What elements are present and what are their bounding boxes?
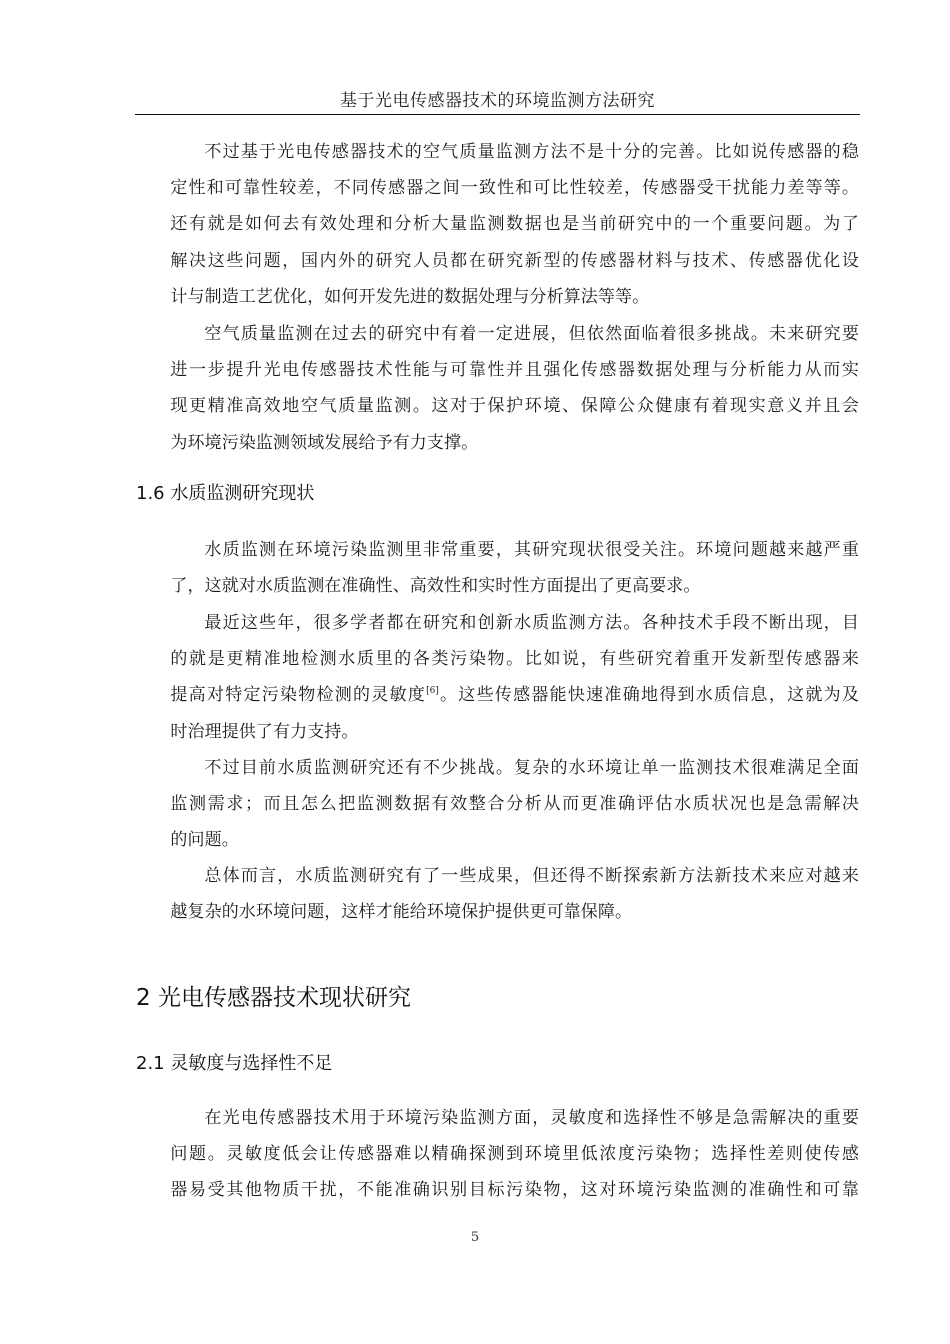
section-heading-1-6 xyxy=(136,482,859,506)
text-line: 越复杂的水环境问题，这样才能给环境保护提供更可靠保障。 xyxy=(170,902,633,923)
text-line: 监测需求；而且怎么把监测数据有效整合分析从而更准确评估水质状况也是急需解决 xyxy=(170,794,859,815)
text-line: 进一步提升光电传感器技术性能与可靠性并且强化传感器数据处理与分析能力从而实 xyxy=(170,360,859,381)
text-line: 最近这些年，很多学者都在研究和创新水质监测方法。各种技术手段不断出现，目 xyxy=(204,613,859,633)
paragraph-water-quality-intro xyxy=(136,532,859,604)
paragraph-water-quality-summary xyxy=(136,858,859,930)
text-line: 问题。灵敏度低会让传感器难以精确探测到环境里低浓度污染物；选择性差则使传感 xyxy=(170,1144,859,1165)
section-title: 1.6 水质监测研究现状 xyxy=(136,483,315,504)
text-line: 解决这些问题，国内外的研究人员都在研究新型的传感器材料与技术、传感器优化设 xyxy=(170,250,859,271)
text-line-with-citation xyxy=(136,677,859,713)
paragraph-water-quality-challenges xyxy=(136,750,859,859)
text-line: 器易受其他物质干扰，不能准确识别目标污染物，这对环境污染监测的准确性和可靠 xyxy=(170,1180,859,1201)
header-rule xyxy=(135,114,860,115)
paragraph-sensitivity-selectivity xyxy=(136,1100,859,1209)
page-number: 5 xyxy=(470,1230,480,1245)
text-line: 现更精准高效地空气质量监测。这对于保护环境、保障公众健康有着现实意义并且会 xyxy=(170,396,859,417)
chapter-heading-2 xyxy=(136,983,859,1013)
text-line: 水质监测在环境污染监测里非常重要，其研究现状很受关注。环境问题越来越严重 xyxy=(204,540,859,560)
text-fragment: 。这些传感器能快速准确地得到水质信息，这就为及 xyxy=(438,685,859,706)
text-line: 为环境污染监测领域发展给予有力支撑。 xyxy=(170,432,479,453)
section-heading-2-1 xyxy=(136,1052,859,1076)
text-line: 的就是更精准地检测水质里的各类污染物。比如说，有些研究着重开发新型传感器来 xyxy=(170,649,859,670)
text-line: 了，这就对水质监测在准确性、高效性和实时性方面提出了更高要求。 xyxy=(170,576,701,597)
text-line: 不过基于光电传感器技术的空气质量监测方法不是十分的完善。比如说传感器的稳 xyxy=(204,142,859,162)
text-line: 总体而言，水质监测研究有了一些成果，但还得不断探索新方法新技术来应对越来 xyxy=(204,866,859,886)
paragraph-air-quality-outlook xyxy=(136,316,859,461)
text-line: 定性和可靠性较差，不同传感器之间一致性和可比性较差，传感器受干扰能力差等等。 xyxy=(170,178,859,199)
paragraph-water-quality-methods xyxy=(136,605,859,750)
text-fragment: 提高对特定污染物检测的灵敏度 xyxy=(170,685,427,706)
section-title: 2.1 灵敏度与选择性不足 xyxy=(136,1053,333,1074)
text-line: 的问题。 xyxy=(170,830,239,851)
running-header: 基于光电传感器技术的环境监测方法研究 xyxy=(340,91,655,111)
chapter-title: 2 光电传感器技术现状研究 xyxy=(136,985,411,1011)
text-line: 在光电传感器技术用于环境污染监测方面，灵敏度和选择性不够是急需解决的重要 xyxy=(204,1108,859,1128)
text-line: 还有就是如何去有效处理和分析大量监测数据也是当前研究中的一个重要问题。为了 xyxy=(170,214,859,235)
paragraph-air-quality-limitations xyxy=(136,134,859,315)
text-line: 不过目前水质监测研究还有不少挑战。复杂的水环境让单一监测技术很难满足全面 xyxy=(204,758,859,778)
citation-reference[interactable]: [6] xyxy=(426,686,439,697)
text-line: 计与制造工艺优化，如何开发先进的数据处理与分析算法等等。 xyxy=(170,286,650,307)
text-line: 时治理提供了有力支持。 xyxy=(170,721,359,742)
text-line: 空气质量监测在过去的研究中有着一定进展，但依然面临着很多挑战。未来研究要 xyxy=(204,324,859,344)
